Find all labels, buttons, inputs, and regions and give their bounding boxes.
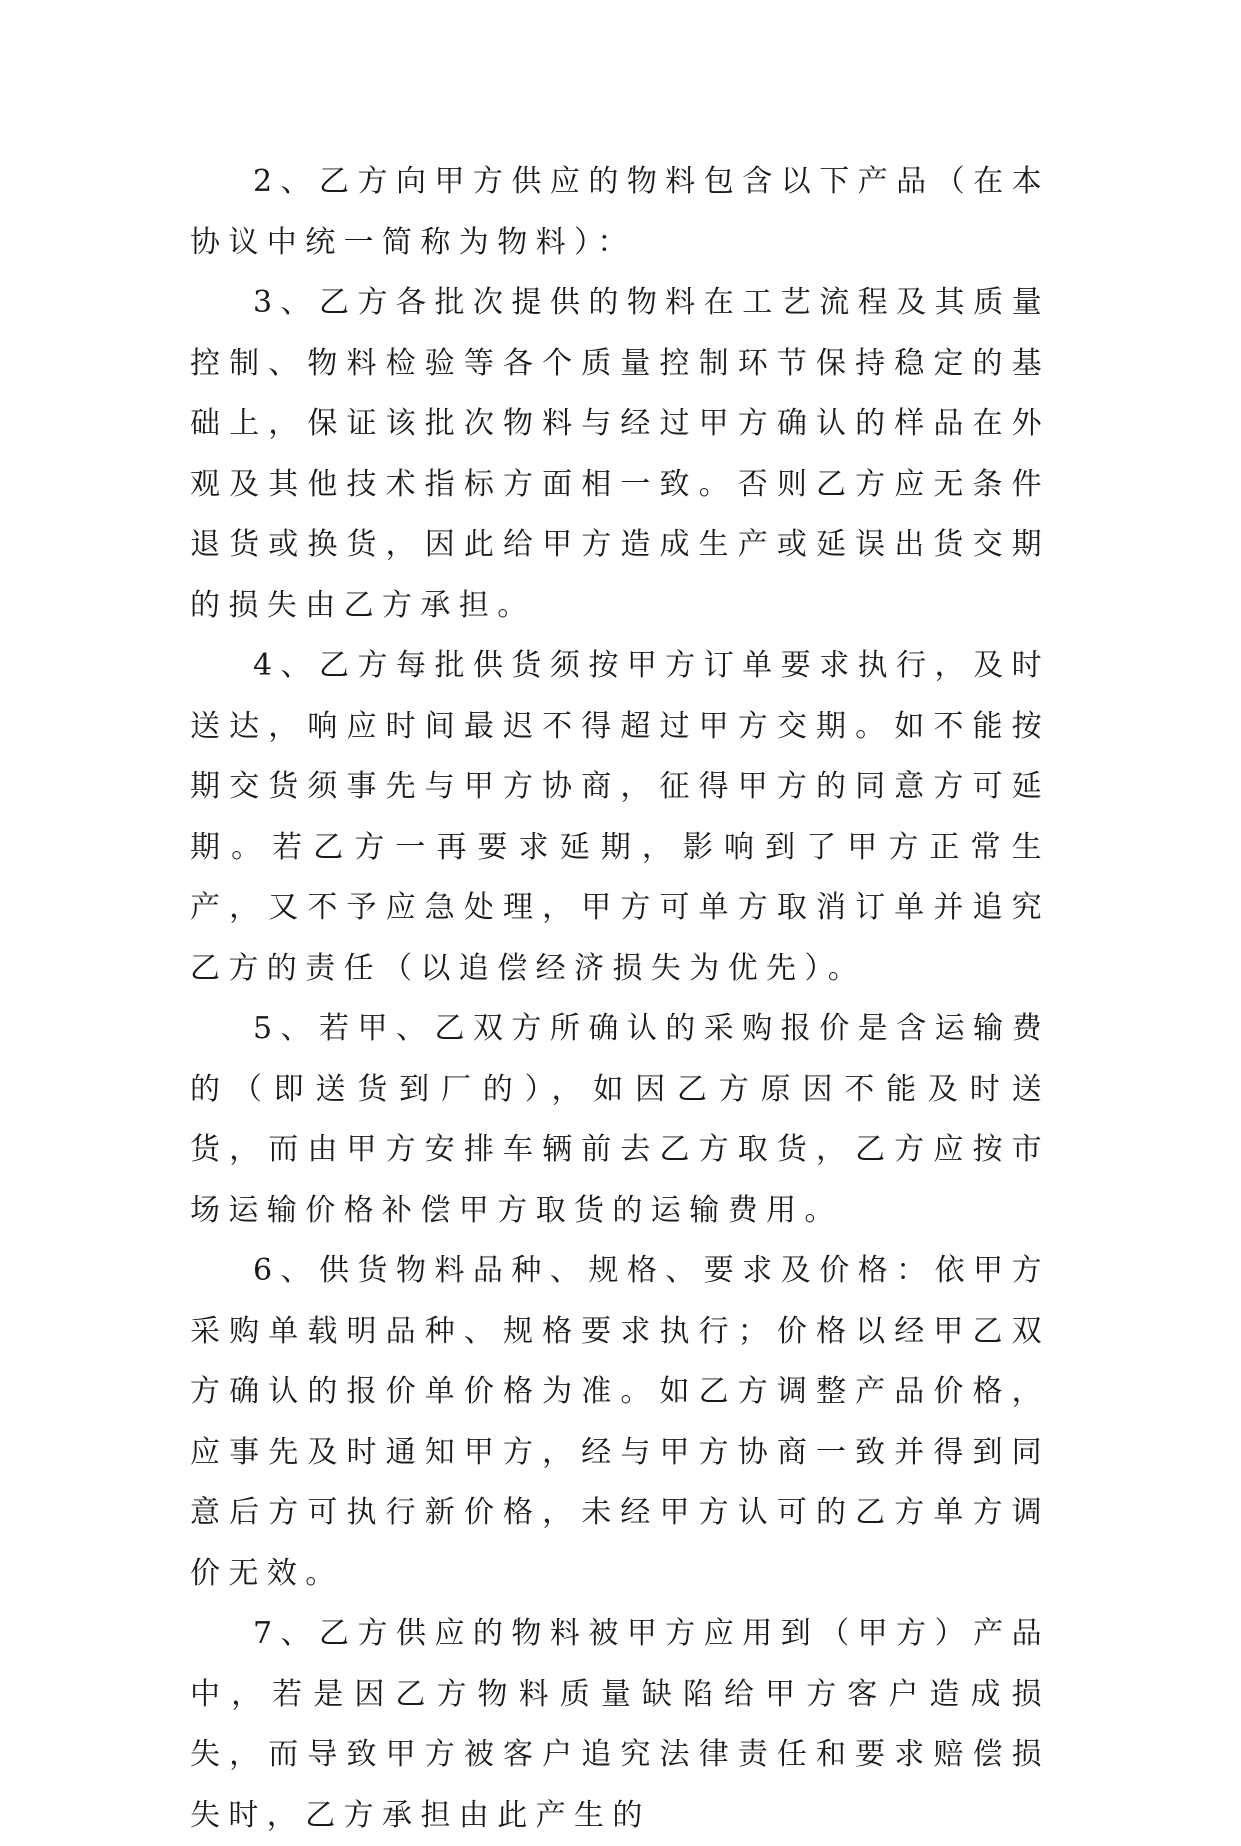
clause-5-paragraph: 5、若甲、乙双方所确认的采购报价是含运输费的（即送货到厂的），如因乙方原因不能及时送货，而由甲方安排车辆前去乙方取货，乙方应按市场运输价格补偿甲方取货的运输费用。 [190,1011,1050,1228]
clause-7-paragraph: 7、乙方供应的物料被甲方应用到（甲方）产品中，若是因乙方物料质量缺陷给甲方客户造成损失，而导致甲方被客户追究法律责任和要求赔偿损失时，乙方承担由此产生的 [190,1616,1050,1833]
clause-2-paragraph: 2、乙方向甲方供应的物料包含以下产品（在本协议中统一简称为物料）： [190,164,1050,260]
clause-6-paragraph: 6、供货物料品种、规格、要求及价格：依甲方采购单载明品种、规格要求执行；价格以经甲乙双方确认的报价单价格为准。如乙方调整产品价格，应事先及时通知甲方，经与甲方协商一致并得到同意后方可执行新价格，未经甲方认可的乙方单方调价无效。 [190,1253,1050,1591]
document-body [190,152,1050,1846]
clause-3-paragraph: 3、乙方各批次提供的物料在工艺流程及其质量控制、物料检验等各个质量控制环节保持稳定的基础上，保证该批次物料与经过甲方确认的样品在外观及其他技术指标方面相一致。否则乙方应无条件退货或换货，因此给甲方造成生产或延误出货交期的损失由乙方承担。 [190,285,1050,623]
clause-4-paragraph: 4、乙方每批供货须按甲方订单要求执行，及时送达，响应时间最迟不得超过甲方交期。如不能按期交货须事先与甲方协商，征得甲方的同意方可延期。若乙方一再要求延期，影响到了甲方正常生产，又不予应急处理，甲方可单方取消订单并追究乙方的责任（以追偿经济损失为优先）。 [190,648,1050,986]
